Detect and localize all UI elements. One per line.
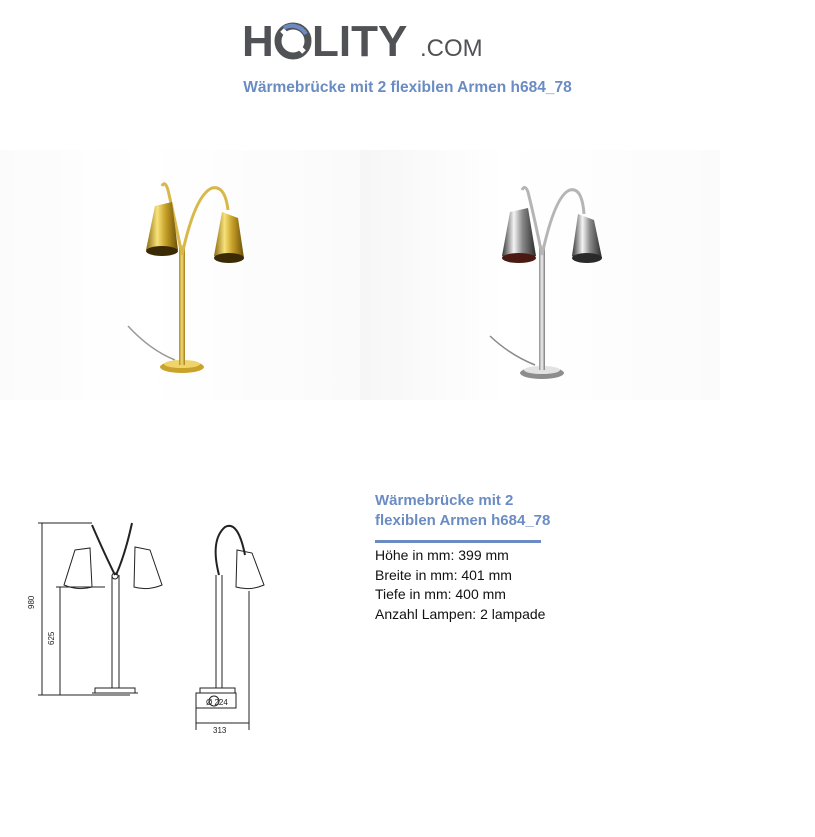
spec-divider xyxy=(375,540,541,543)
dimension-drawing xyxy=(27,515,275,740)
dim-depth: 313 xyxy=(213,726,227,735)
svg-text:H: H xyxy=(242,17,274,66)
logo-mark xyxy=(242,18,482,66)
spec-width: Breite in mm: 401 mm xyxy=(375,566,512,583)
svg-text:.COM: .COM xyxy=(420,35,483,62)
svg-text:LITY: LITY xyxy=(312,17,408,66)
chrome-lamp-illustration xyxy=(360,150,720,400)
product-image-chrome[interactable] xyxy=(360,150,720,400)
spec-depth: Tiefe in mm: 400 mm xyxy=(375,586,506,602)
spec-title: Wärmebrücke mit 2 flexiblen Armen h684_78 xyxy=(375,492,551,529)
gold-lamp-illustration xyxy=(0,150,360,400)
holity-logo[interactable] xyxy=(242,18,482,66)
product-image-gold[interactable] xyxy=(0,150,360,400)
dim-base-diameter: Ø 224 xyxy=(206,698,228,707)
page-title: Wärmebrücke mit 2 flexiblen Armen h684_78 xyxy=(243,79,572,96)
spec-block xyxy=(375,491,615,624)
dim-total-height: 980 xyxy=(27,595,36,609)
spec-lamp-count: Anzahl Lampen: 2 lampade xyxy=(375,605,546,622)
technical-drawing xyxy=(27,515,275,740)
spec-height: Höhe in mm: 399 mm xyxy=(375,547,509,563)
dim-base-height: 625 xyxy=(47,631,56,645)
